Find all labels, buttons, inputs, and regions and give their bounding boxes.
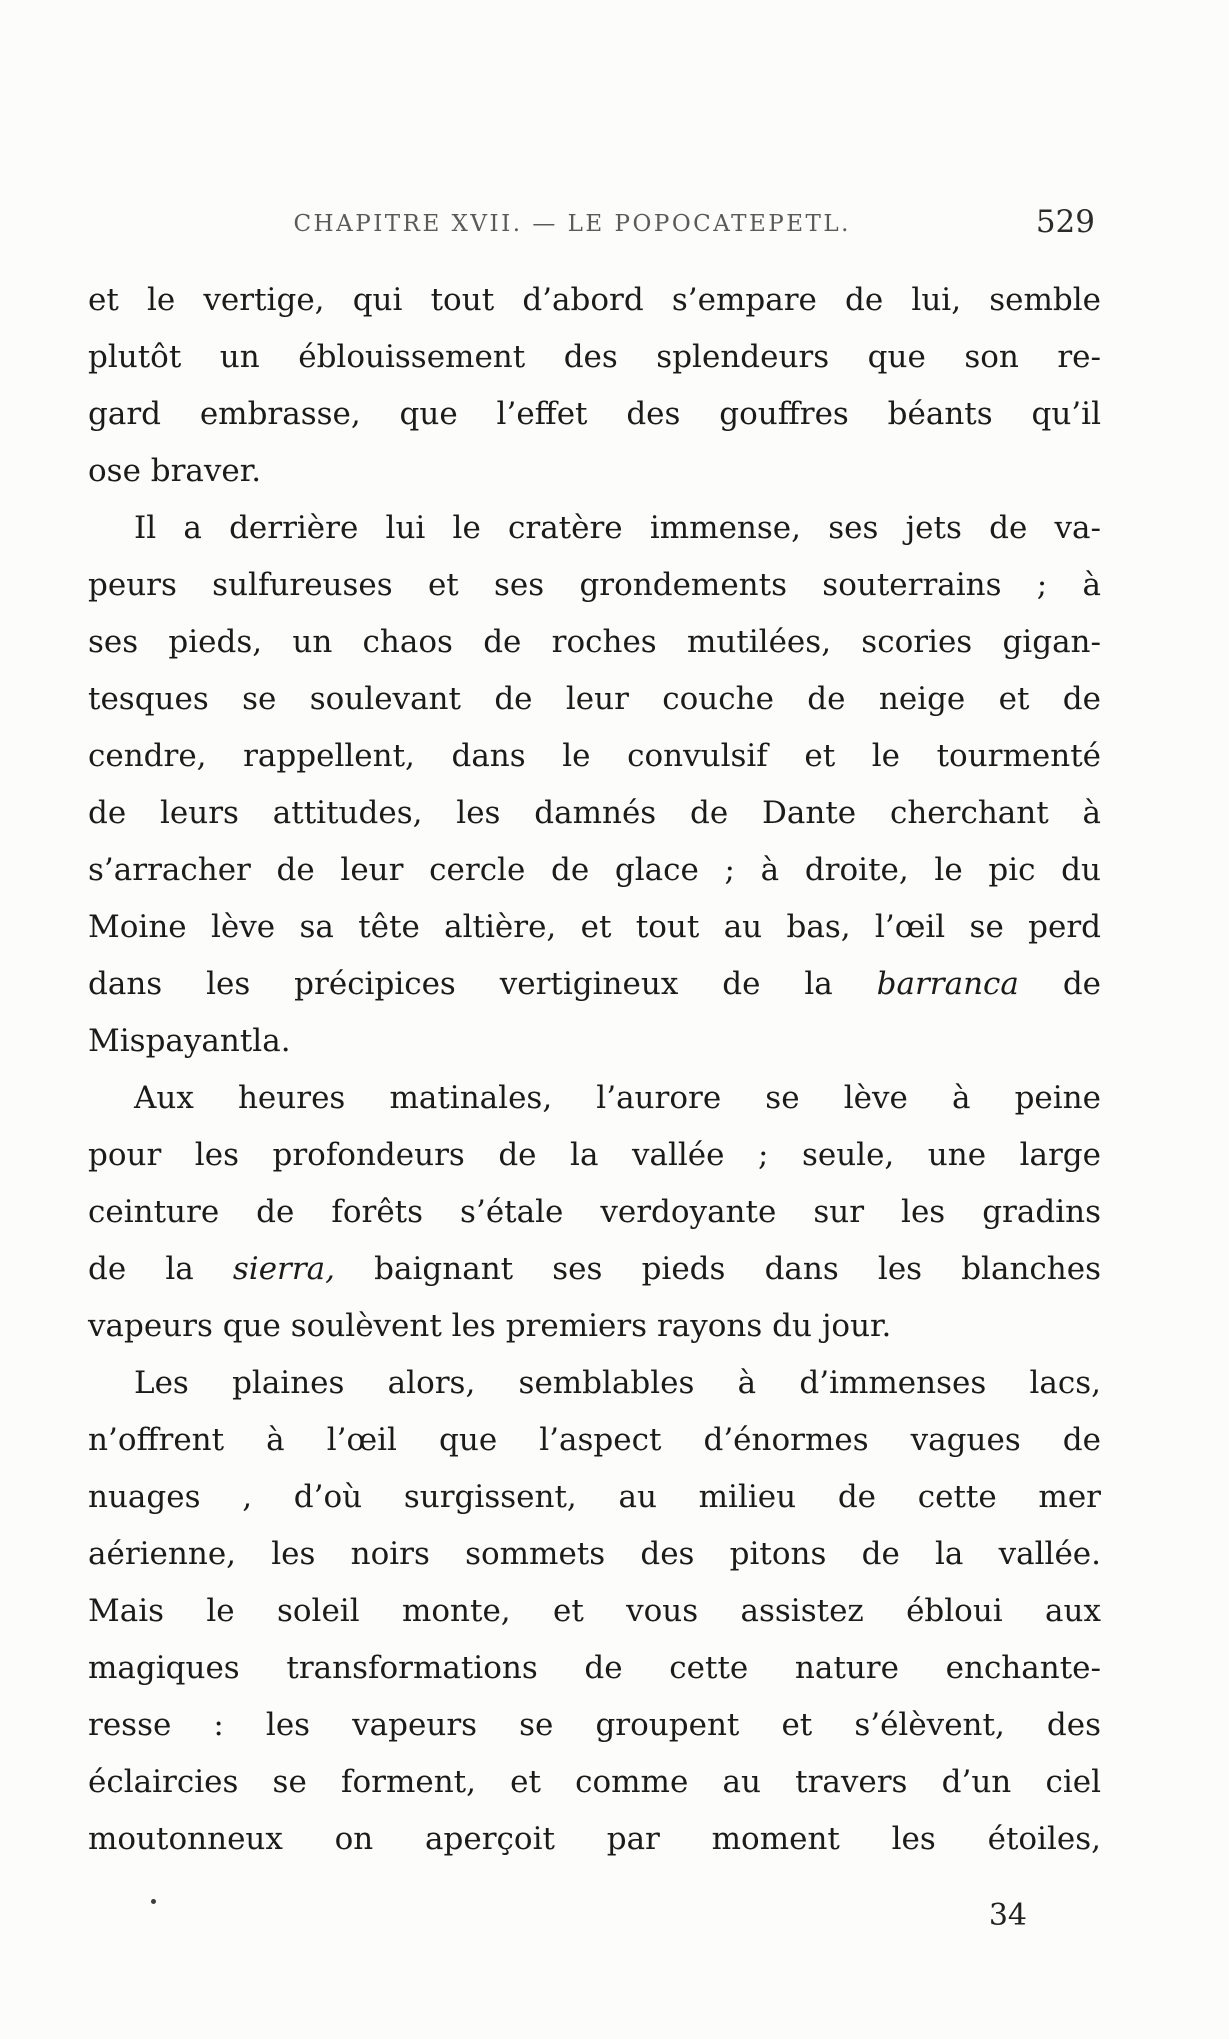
paragraph	[88, 272, 1101, 500]
signature-mark: 34	[988, 1898, 1027, 1933]
text-segment: ose braver.	[88, 453, 262, 489]
text-line	[88, 500, 1101, 557]
text-segment: resse : les vapeurs se groupent et s’élèvent, des	[88, 1707, 1101, 1743]
text-line	[88, 1697, 1101, 1754]
text-segment: de la	[88, 1251, 233, 1287]
text-line	[88, 671, 1101, 728]
text-line	[88, 1298, 1101, 1355]
text-line	[88, 1811, 1101, 1868]
text-segment: nuages , d’où surgissent, au milieu de cette mer	[88, 1479, 1101, 1515]
text-segment: Mispayantla.	[88, 1023, 291, 1059]
text-line	[88, 557, 1101, 614]
text-segment: Mais le soleil monte, et vous assistez ébloui aux	[88, 1593, 1101, 1629]
text-line	[88, 1241, 1101, 1298]
text-line	[88, 1412, 1101, 1469]
text-segment: aérienne, les noirs sommets des pitons de la vallée.	[88, 1536, 1101, 1572]
text-segment: cendre, rappellent, dans le convulsif et le tourmenté	[88, 738, 1101, 774]
page-number: 529	[1035, 204, 1095, 240]
text-line	[88, 1526, 1101, 1583]
text-line	[88, 785, 1101, 842]
text-line	[88, 1754, 1101, 1811]
text-line	[88, 614, 1101, 671]
italic-text: barranca	[876, 966, 1019, 1002]
text-segment: vapeurs que soulèvent les premiers rayons du jour.	[88, 1308, 892, 1344]
text-segment: éclaircies se forment, et comme au travers d’un ciel	[88, 1764, 1101, 1800]
text-line	[88, 1127, 1101, 1184]
text-line	[88, 1355, 1101, 1412]
text-segment: plutôt un éblouissement des splendeurs que son re-	[88, 339, 1101, 375]
text-segment: magiques transformations de cette nature enchante-	[88, 1650, 1101, 1686]
text-line	[88, 329, 1101, 386]
text-line	[88, 956, 1101, 1013]
running-head-title: CHAPITRE XVII. — LE POPOCATEPETL.	[293, 211, 851, 237]
text-segment: tesques se soulevant de leur couche de neige et de	[88, 681, 1101, 717]
text-segment: pour les profondeurs de la vallée ; seule, une large	[88, 1137, 1101, 1173]
text-line	[88, 1640, 1101, 1697]
paragraph	[88, 1070, 1101, 1355]
italic-text: sierra,	[232, 1251, 336, 1287]
text-line	[88, 386, 1101, 443]
text-line	[88, 1469, 1101, 1526]
page-header	[88, 204, 1101, 246]
text-segment: de leurs attitudes, les damnés de Dante cherchant à	[88, 795, 1101, 831]
text-line	[88, 443, 1101, 500]
text-segment: n’offrent à l’œil que l’aspect d’énormes vagues de	[88, 1422, 1101, 1458]
text-segment: Moine lève sa tête altière, et tout au bas, l’œil se perd	[88, 909, 1101, 945]
text-segment: Il a derrière lui le cratère immense, ses jets de va-	[134, 510, 1101, 546]
text-segment: et le vertige, qui tout d’abord s’empare de lui, semble	[88, 282, 1101, 318]
text-line	[88, 842, 1101, 899]
text-segment: Aux heures matinales, l’aurore se lève à peine	[134, 1080, 1101, 1116]
text-line	[88, 1070, 1101, 1127]
page-footer	[88, 1898, 1101, 1933]
text-segment: moutonneux on aperçoit par moment les étoiles,	[88, 1821, 1101, 1857]
text-line	[88, 1013, 1101, 1070]
text-segment: de	[1018, 966, 1102, 1002]
text-line	[88, 899, 1101, 956]
text-line	[88, 728, 1101, 785]
text-line	[88, 1583, 1101, 1640]
text-segment: Les plaines alors, semblables à d’immenses lacs,	[134, 1365, 1101, 1401]
page-body	[88, 272, 1101, 1868]
text-segment: dans les précipices vertigineux de la	[88, 966, 877, 1002]
text-line	[88, 1184, 1101, 1241]
paragraph	[88, 500, 1101, 1070]
text-segment: ses pieds, un chaos de roches mutilées, scories gigan-	[88, 624, 1101, 660]
paragraph	[88, 1355, 1101, 1868]
text-segment: s’arracher de leur cercle de glace ; à droite, le pic du	[88, 852, 1101, 888]
text-segment: gard embrasse, que l’effet des gouffres béants qu’il	[88, 396, 1101, 432]
text-segment: ceinture de forêts s’étale verdoyante sur les gradins	[88, 1194, 1101, 1230]
text-line	[88, 272, 1101, 329]
text-segment: peurs sulfureuses et ses grondements souterrains ; à	[88, 567, 1101, 603]
text-segment: baignant ses pieds dans les blanches	[335, 1251, 1101, 1287]
